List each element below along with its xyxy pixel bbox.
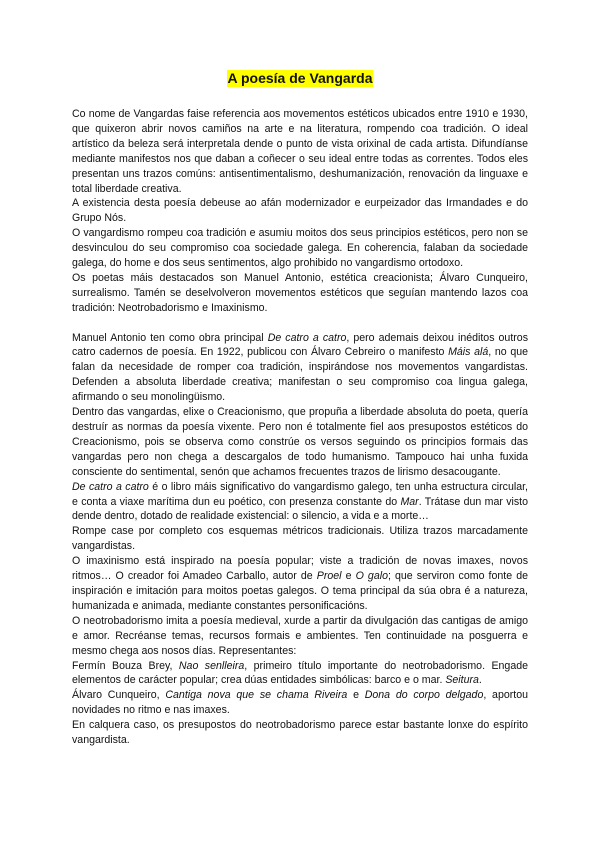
text-segment: , primeiro título importante do neotrobadorismo. Engade elementos de carácter popular; crea dúas entidades simbólicas: barco e o mar. [72, 659, 528, 687]
italic-title: O galo [355, 570, 388, 583]
text-segment: e [341, 570, 356, 583]
paragraph-vangardismo: O vangardismo rompeu coa tradición e asumiu moitos dos seus principios estéticos, pero non se desvinculou do seu compromiso coa sociedade galega. En coherencia, falaban da sociedade galega, do home e dos seus sentimentos, algo prohibido no vangardismo ortodoxo. [72, 227, 528, 270]
paragraph-cunqueiro [72, 688, 528, 718]
paragraph-poetas: Os poetas máis destacados son Manuel Antonio, estética creacionista; Álvaro Cunqueiro, surrealismo. Tamén se deselvolveron movementos estéticos que seguían mantendo lazos coa tradición: Neotrobadorismo e Imaxinismo. [72, 271, 528, 314]
italic-title: De catro a catro [267, 331, 347, 344]
italic-title: Cantiga nova que se chama Riveira [165, 689, 348, 702]
italic-word: Mar [400, 495, 419, 508]
text-segment: . [478, 674, 482, 687]
paragraph-vangardas-intro: Co nome de Vangardas faise referencia aos movementos estéticos ubicados entre 1910 e 1930, que quixeron abrir novos camiños na arte e na literatura, rompendo coa tradición. O ideal artístico da beleza será interpretala dende o punto de vista orixinal de cada artista. Difundíanse mediante manifestos nos que daban a coñecer o seu ideal entre todas as correntes. Todos eles presentan uns trazos comúns: antisentimentalismo, deshumanización, renovación da linguaxe e total liberdade creativa. [72, 108, 528, 195]
italic-title: De catro a catro [72, 480, 149, 493]
paragraph-de-catro-a-catro [72, 480, 528, 525]
text-segment: é o libro máis significativo do vangardismo galego, ten unha estructura circular, e conta a viaxe marítima dun eu poético, con presenza constante do [72, 480, 528, 508]
text-segment: Álvaro Cunqueiro, [72, 689, 166, 702]
paragraph-manuel-antonio [72, 331, 528, 406]
paragraph-metrica: Rompe case por completo cos esquemas métricos tradicionais. Utiliza trazos marcadamente vangardistas. [72, 525, 528, 553]
paragraph-conclusion: En calquera caso, os presupostos do neotrobadorismo parece estar bastante lonxe do espírito vangardista. [72, 719, 528, 747]
italic-title: Dona do corpo delgado [364, 689, 484, 702]
paragraph-gap [72, 316, 528, 331]
paragraph-imaxinismo [72, 554, 528, 614]
text-segment: ; que serviron como fonte de inspiración e imitación para moitos poetas galegos. O tema principal da súa obra é a natureza, humanizada e animada, mediante constantes personificacións. [72, 570, 529, 612]
paragraph-creacionismo: Dentro das vangardas, elixe o Creacionismo, que propuña a liberdade absoluta do poeta, quería destruír as normas da poesía vixente. Pero non é totalmente fiel aos presupostos estéticos do Creacionismo, pois se observa como constrúe os versos seguindo os principios formais das vangardas pero non chega a descargalos de todo humanismo. Tampouco hai unha fuxida consciente do sentimental, senón que achamos frecuentes trazos de lirismo desacougante. [72, 406, 528, 478]
text-segment: , aportou novidades no ritmo e nas imaxes. [72, 689, 528, 717]
document-title: A poesía de Vangarda [227, 70, 373, 86]
text-segment: Fermín Bouza Brey, [72, 659, 179, 672]
paragraph-existencia: A existencia desta poesía debeuse ao afán modernizador e eurpeizador das Irmandades e do Grupo Nós. [72, 197, 528, 225]
italic-title: Seitura [445, 674, 479, 687]
text-segment: , pero ademais deixou inéditos outros catro cadernos de poesía. En 1922, publicou con Álvaro Cebreiro o manifesto [72, 331, 528, 359]
text-segment: . Trátase dun mar visto dende dentro, dotado de realidade existencial: o silencio, a vida e a morte… [72, 495, 528, 523]
text-segment: O imaxinismo está inspirado na poesía popular; viste a tradición de novas imaxes, novos ritmos… O creador foi Amadeo Carballo, autor de [72, 555, 528, 583]
italic-title: Proel [316, 570, 342, 583]
text-segment: e [347, 689, 365, 702]
document-body [72, 107, 528, 748]
text-segment: Manuel Antonio ten como obra principal [72, 331, 268, 344]
text-segment: , no que falan da necesidade de romper coa tradición, inspirándose nos movementos vangardistas. Defenden a absoluta liberdade creativa; manifestan o seu compromiso coa lingua galega, afirmando o seu monolingüismo. [72, 346, 528, 404]
paragraph-bouza-brey [72, 659, 528, 689]
paragraph-neotrobadorismo: O neotrobadorismo imita a poesía medieval, xurde a partir da divulgación das cantigas de amigo e amor. Recréanse temas, recursos formais e ambientes. Ten continuidade na posguerra e mesmo chega aos nosos días. Representantes: [72, 614, 528, 657]
title-wrapper [0, 70, 600, 88]
italic-title: Máis alá [448, 346, 489, 359]
italic-title: Nao senlleira [178, 659, 245, 672]
